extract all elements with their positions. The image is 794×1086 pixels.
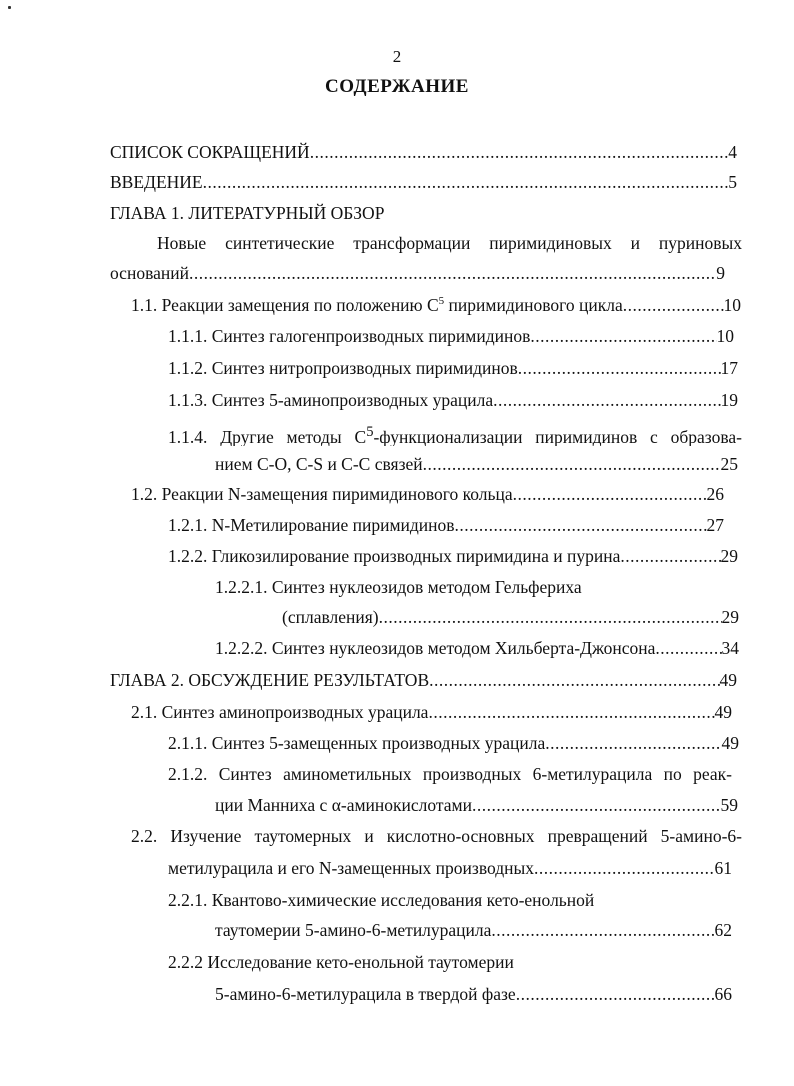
toc-entry-overview-line1[interactable] <box>157 229 742 257</box>
toc-entry-title: 1.2.2. Гликозилирование производных пиримидина и пурина <box>168 546 621 566</box>
toc-entry-title: ВВЕДЕНИЕ <box>110 172 203 192</box>
toc-page-number: 27 <box>706 515 724 535</box>
toc-entry-title: ГЛАВА 2. ОБСУЖДЕНИЕ РЕЗУЛЬТАТОВ <box>110 670 430 690</box>
toc-entry-1-2-1[interactable] <box>168 511 724 539</box>
dot-leader <box>203 168 729 196</box>
toc-page-number: 29 <box>721 607 739 627</box>
toc-page-number: 61 <box>714 858 732 878</box>
dot-leader <box>516 980 715 1008</box>
toc-entry-1-2-2-1-line2[interactable] <box>282 603 739 631</box>
toc-entry-title: 1.1.2. Синтез нитропроизводных пиримидинов <box>168 358 518 378</box>
superscript: 5 <box>366 424 374 440</box>
toc-entry-title: 2.1.2. Синтез аминометильных производных 6-метилурацила по реак- <box>168 764 732 784</box>
dot-leader <box>513 480 707 508</box>
toc-page-number: 9 <box>716 263 725 283</box>
dot-leader <box>620 542 720 570</box>
toc-entry-title: нием С-О, С-S и С-С связей <box>215 454 423 474</box>
toc-entry-title: оснований <box>110 263 189 283</box>
toc-entry-title: таутомерии 5-амино-6-метилурацила <box>215 920 492 940</box>
dot-leader <box>534 854 715 882</box>
toc-page-number: 29 <box>720 546 738 566</box>
toc-entry-1-1[interactable] <box>131 291 741 319</box>
toc-page-number: 62 <box>714 920 732 940</box>
toc-entry-chapter-1[interactable] <box>110 199 737 227</box>
toc-entry-title: 1.1.1. Синтез галогенпроизводных пиримидинов <box>168 326 531 346</box>
toc-entry-title: СПИСОК СОКРАЩЕНИЙ <box>110 142 310 162</box>
dot-leader <box>518 354 721 382</box>
dot-leader <box>493 386 720 414</box>
toc-page-number: 49 <box>714 702 732 722</box>
toc-entry-2-2-line1[interactable] <box>131 822 742 850</box>
toc-entry-chapter-2[interactable] <box>110 666 737 694</box>
toc-page-number: 49 <box>721 733 739 753</box>
toc-page-number: 66 <box>714 984 732 1004</box>
dot-leader <box>472 791 721 819</box>
dot-leader <box>423 450 721 478</box>
toc-entry-1-1-1[interactable] <box>168 322 734 350</box>
toc-entry-2-2-1-line2[interactable] <box>215 916 732 944</box>
toc-entry-1-1-4-line2[interactable] <box>215 450 738 478</box>
dot-leader <box>491 916 714 944</box>
toc-entry-title: 2.2.2 Исследование кето-енольной таутомерии <box>168 952 514 972</box>
dot-leader <box>428 698 714 726</box>
toc-entry-title: 2.2.1. Квантово-химические исследования кето-енольной <box>168 890 595 910</box>
toc-entry-title: ции Манниха с α-аминокислотами <box>215 795 472 815</box>
toc-entry-title: 1.2. Реакции N-замещения пиримидинового кольца <box>131 484 513 504</box>
toc-entry-title: ГЛАВА 1. ЛИТЕРАТУРНЫЙ ОБЗОР <box>110 203 385 223</box>
toc-entry-1-2[interactable] <box>131 480 724 508</box>
page-title: СОДЕРЖАНИЕ <box>325 76 469 97</box>
page-number: 2 <box>392 47 402 66</box>
toc-entry-2-1-2-line1[interactable] <box>168 760 732 788</box>
toc-entry-1-1-3[interactable] <box>168 386 738 414</box>
toc-entry-title: метилурацила и его N-замещенных производных <box>168 858 534 878</box>
scan-speck <box>8 6 11 9</box>
toc-page-number: 25 <box>720 454 738 474</box>
toc-entry-title: 1.2.2.2. Синтез нуклеозидов методом Хильберта-Джонсона <box>215 638 656 658</box>
toc-page-number: 19 <box>720 390 738 410</box>
toc-entry-title: 1.1.3. Синтез 5-аминопроизводных урацила <box>168 390 494 410</box>
toc-page-number: 49 <box>719 670 737 690</box>
toc-entry-title: (сплавления) <box>282 607 379 627</box>
superscript: 5 <box>438 295 445 308</box>
toc-entry-title: 1.2.2.1. Синтез нуклеозидов методом Гельфериха <box>215 577 582 597</box>
toc-entry-introduction[interactable] <box>110 168 737 196</box>
toc-entry-overview-line2[interactable] <box>110 259 725 287</box>
toc-page-number: 59 <box>720 795 738 815</box>
toc-entry-2-2-line2[interactable] <box>168 854 732 882</box>
toc-entry-title: Новые синтетические трансформации пиримидиновых и пуриновых <box>157 233 742 253</box>
toc-page-number: 26 <box>706 484 724 504</box>
dot-leader <box>310 138 729 166</box>
toc-entry-2-1[interactable] <box>131 698 732 726</box>
toc-page-number: 5 <box>728 172 737 192</box>
toc-entry-2-2-2-line1[interactable] <box>168 948 737 976</box>
dot-leader <box>623 291 724 319</box>
toc-entry-1-2-2[interactable] <box>168 542 738 570</box>
toc-page-number: 10 <box>716 326 734 346</box>
toc-entry-1-2-2-2[interactable] <box>215 634 739 662</box>
toc-entry-title: 5-амино-6-метилурацила в твердой фазе <box>215 984 516 1004</box>
toc-page-number: 17 <box>720 358 738 378</box>
toc-entry-2-1-2-line2[interactable] <box>215 791 738 819</box>
toc-entry-1-1-2[interactable] <box>168 354 738 382</box>
toc-entry-title: 1.1.4. Другие методы $С^5$-функционализации пиримидинов с образова- <box>168 424 742 446</box>
toc-entry-abbreviations[interactable] <box>110 138 737 166</box>
toc-entry-2-2-1-line1[interactable] <box>168 886 737 914</box>
dot-leader <box>189 259 716 287</box>
toc-entry-2-2-2-line2[interactable] <box>215 980 732 1008</box>
toc-entry-1-1-4-line1[interactable] <box>168 418 742 446</box>
dot-leader <box>530 322 716 350</box>
dot-leader <box>429 666 719 694</box>
toc-page-number: 10 <box>723 295 741 315</box>
dot-leader <box>455 511 707 539</box>
dot-leader <box>655 634 721 662</box>
toc-entry-title: 1.2.1. N-Метилирование пиримидинов <box>168 515 455 535</box>
dot-leader <box>545 729 721 757</box>
toc-page-number: 34 <box>721 638 739 658</box>
toc-entry-title: 1.1. Реакции замещения по положению $C^5$ пиримидинового цикла <box>131 295 623 315</box>
dot-leader <box>379 603 722 631</box>
toc-entry-title: 2.1.1. Синтез 5-замещенных производных урацила <box>168 733 546 753</box>
toc-entry-1-2-2-1-line1[interactable] <box>215 573 737 601</box>
toc-entry-title: 2.1. Синтез аминопроизводных урацила <box>131 702 429 722</box>
toc-entry-title: 2.2. Изучение таутомерных и кислотно-основных превращений 5-амино-6- <box>131 826 742 846</box>
toc-entry-2-1-1[interactable] <box>168 729 739 757</box>
toc-page-number: 4 <box>728 142 737 162</box>
